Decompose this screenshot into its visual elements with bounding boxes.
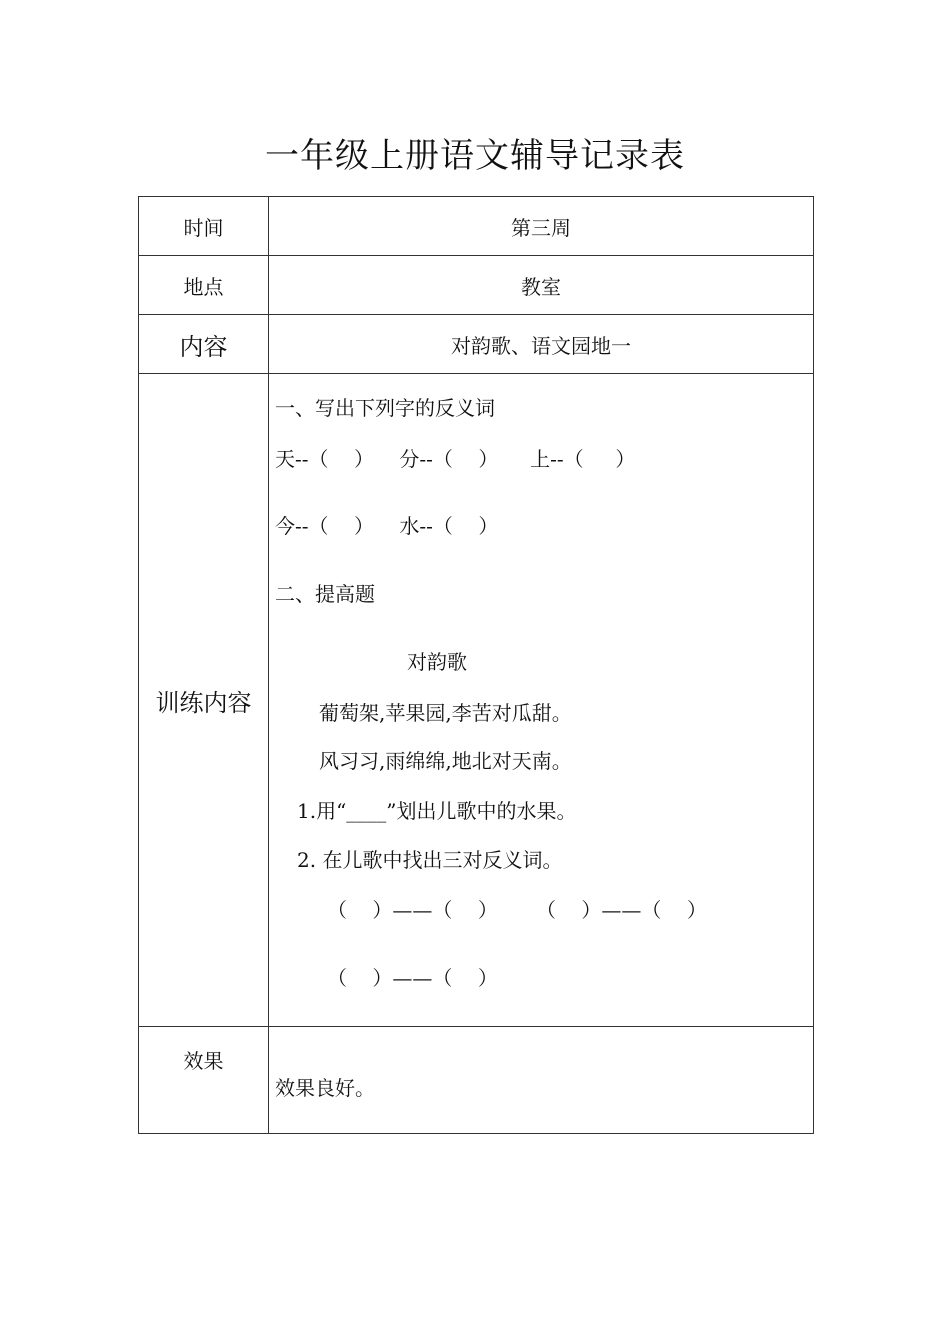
poem-line-2: 风习习,雨绵绵,地北对天南。 xyxy=(319,749,572,773)
effect-value-cell xyxy=(269,1027,814,1134)
place-label: 地点 xyxy=(139,256,269,315)
section-heading-antonyms: 一、写出下列字的反义词 xyxy=(275,396,495,420)
section-heading-advanced: 二、提高题 xyxy=(275,582,375,606)
poem-line-1: 葡萄架,苹果园,李苦对瓜甜。 xyxy=(319,701,572,725)
place-value: 教室 xyxy=(269,256,814,315)
time-value: 第三周 xyxy=(269,197,814,256)
content-value: 对韵歌、语文园地一 xyxy=(269,315,814,374)
poem-title: 对韵歌 xyxy=(407,650,467,674)
row-content xyxy=(139,315,814,374)
content-label: 内容 xyxy=(139,315,269,374)
antonym-blanks-row-2: 今--（ ） 水--（ ） xyxy=(275,514,499,538)
row-training xyxy=(139,374,814,1027)
training-label: 训练内容 xyxy=(139,374,269,1027)
row-effect xyxy=(139,1027,814,1134)
question-1: 1.用“____”划出儿歌中的水果。 xyxy=(297,799,577,823)
record-table xyxy=(138,196,814,1134)
effect-label: 效果 xyxy=(183,1049,224,1073)
page-title: 一年级上册语文辅导记录表 xyxy=(265,136,685,176)
antonym-blanks-row-1: 天--（ ） 分--（ ） 上--（ ） xyxy=(275,447,636,471)
antonym-pair-blanks-row-1: （ ）——（ ） （ ）——（ ） xyxy=(327,898,707,922)
row-place xyxy=(139,256,814,315)
time-label: 时间 xyxy=(139,197,269,256)
question-2: 2. 在儿歌中找出三对反义词。 xyxy=(297,848,563,872)
effect-value: 效果良好。 xyxy=(275,1076,375,1100)
effect-label-cell xyxy=(139,1027,269,1134)
row-time xyxy=(139,197,814,256)
antonym-pair-blanks-row-2: （ ）——（ ） xyxy=(327,966,498,990)
training-content xyxy=(269,374,814,1027)
